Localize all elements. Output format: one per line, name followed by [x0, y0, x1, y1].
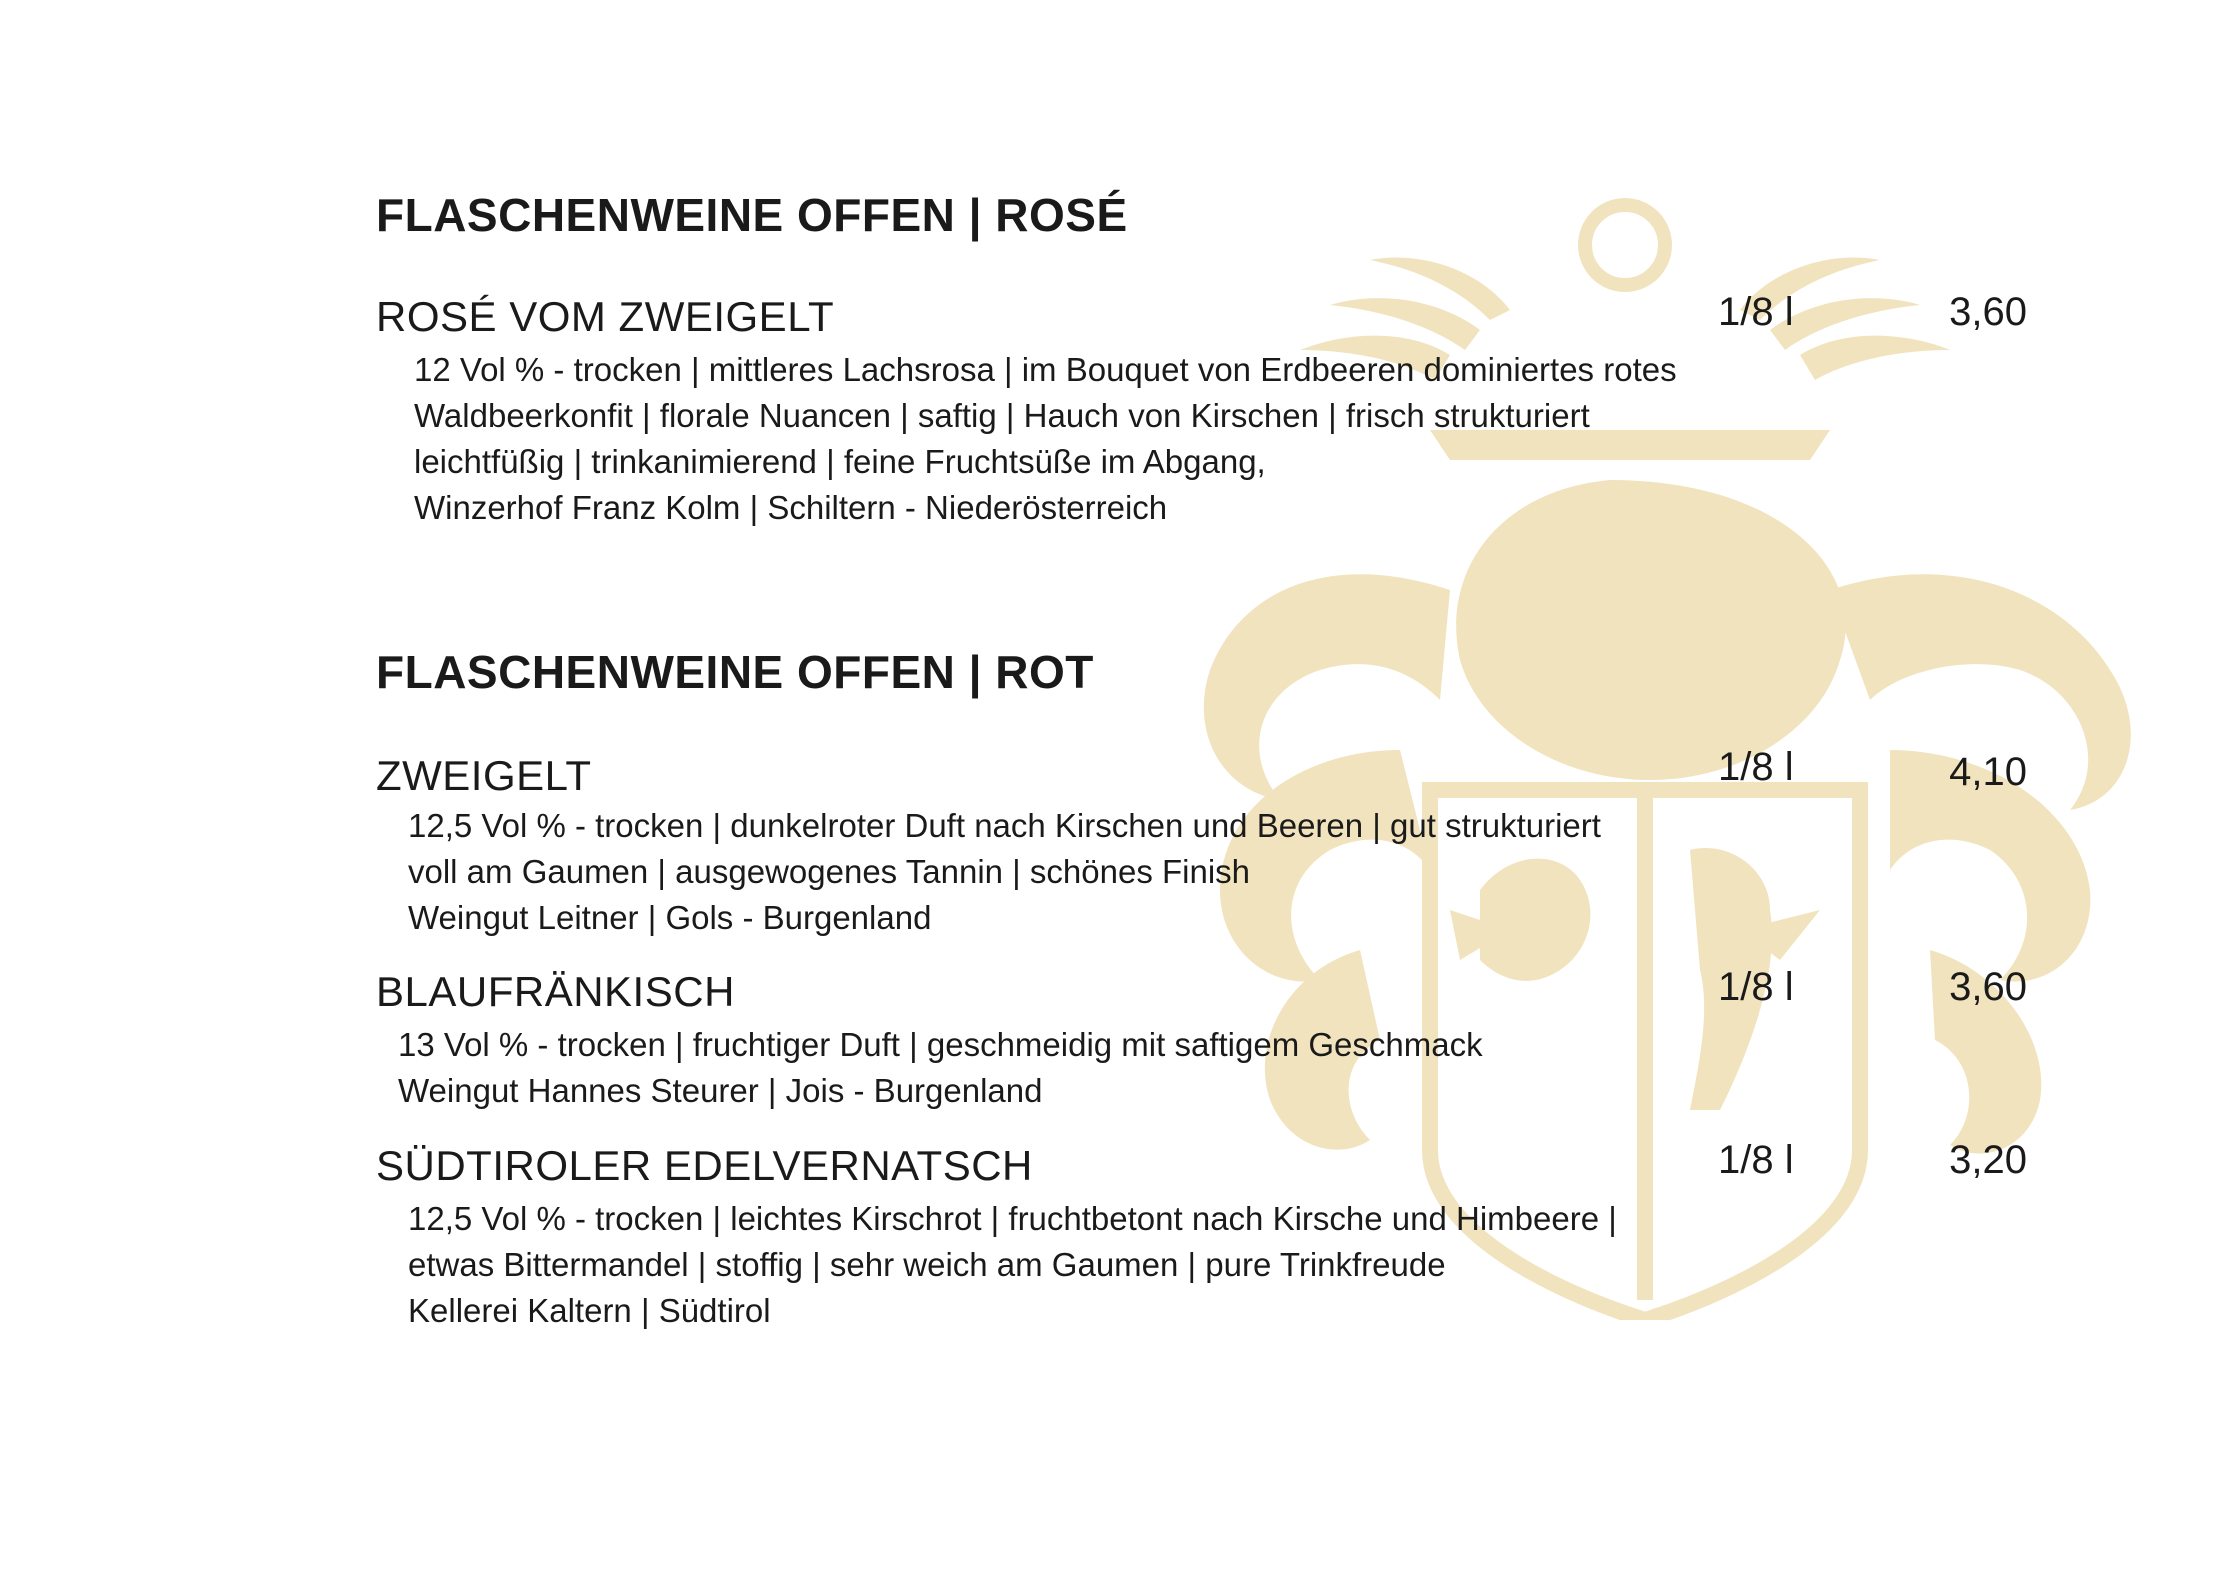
wine-name-zweigelt: ZWEIGELT: [376, 752, 592, 799]
wine-name-rose-vom-zweigelt: ROSÉ VOM ZWEIGELT: [376, 293, 835, 340]
wine-description: [398, 1022, 1483, 1114]
section-heading-rose: FLASCHENWEINE OFFEN | ROSÉ: [376, 189, 1128, 241]
wine-description: [408, 803, 1601, 941]
wine-price: 3,20: [1949, 1138, 2027, 1182]
wine-description: [414, 347, 1677, 531]
wine-volume: 1/8 l: [1718, 745, 1794, 789]
wine-name-blaufraenkisch: BLAUFRÄNKISCH: [376, 968, 735, 1015]
wine-volume: 1/8 l: [1718, 1138, 1794, 1182]
description-line: 13 Vol % - trocken | fruchtiger Duft | geschmeidig mit saftigem Geschmack: [398, 1026, 1483, 1063]
wine-price: 3,60: [1949, 965, 2027, 1009]
wine-price: 4,10: [1949, 750, 2027, 794]
wine-description: [408, 1196, 1617, 1334]
wine-volume: 1/8 l: [1718, 965, 1794, 1009]
description-line: Weingut Leitner | Gols - Burgenland: [408, 899, 932, 936]
description-line: Winzerhof Franz Kolm | Schiltern - Niederösterreich: [414, 489, 1168, 526]
wine-price: 3,60: [1949, 290, 2027, 334]
wine-volume: 1/8 l: [1718, 290, 1794, 334]
description-line: 12 Vol % - trocken | mittleres Lachsrosa | im Bouquet von Erdbeeren dominiertes rotes: [414, 351, 1677, 388]
description-line: Kellerei Kaltern | Südtirol: [408, 1292, 771, 1329]
description-line: 12,5 Vol % - trocken | dunkelroter Duft nach Kirschen und Beeren | gut strukturiert: [408, 807, 1601, 844]
section-heading-rot: FLASCHENWEINE OFFEN | ROT: [376, 646, 1094, 698]
description-line: voll am Gaumen | ausgewogenes Tannin | schönes Finish: [408, 853, 1251, 890]
description-line: 12,5 Vol % - trocken | leichtes Kirschrot | fruchtbetont nach Kirsche und Himbeere |: [408, 1200, 1617, 1237]
description-line: leichtfüßig | trinkanimierend | feine Fruchtsüße im Abgang,: [414, 443, 1266, 480]
description-line: etwas Bittermandel | stoffig | sehr weich am Gaumen | pure Trinkfreude: [408, 1246, 1446, 1283]
description-line: Waldbeerkonfit | florale Nuancen | saftig | Hauch von Kirschen | frisch strukturiert: [414, 397, 1590, 434]
description-line: Weingut Hannes Steurer | Jois - Burgenland: [398, 1072, 1043, 1109]
wine-name-suedtiroler-edelvernatsch: SÜDTIROLER EDELVERNATSCH: [376, 1142, 1033, 1189]
